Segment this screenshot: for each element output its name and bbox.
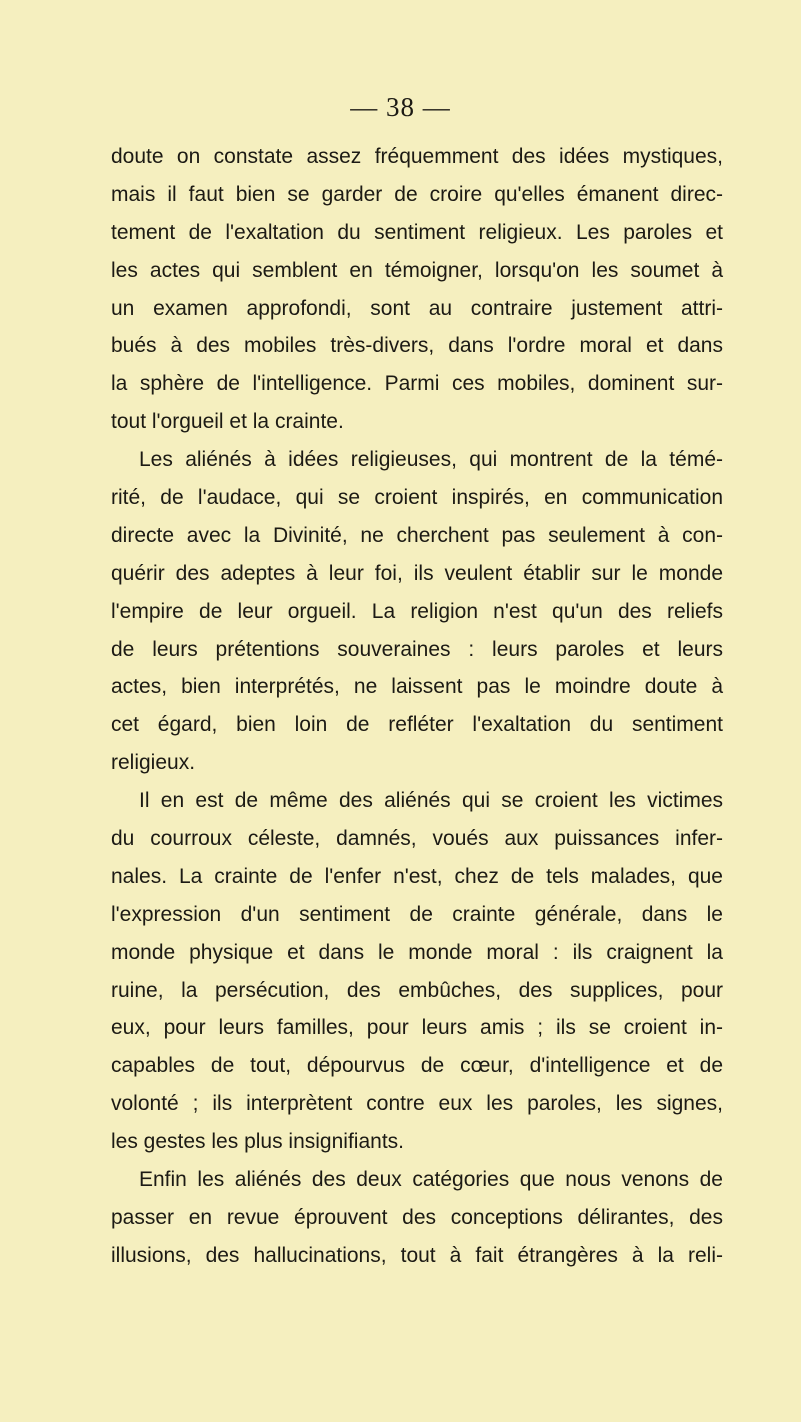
text-line: directe avec la Divinité, ne cherchent pas seulement à con- (111, 523, 723, 547)
text-line: tout l'orgueil et la crainte. (111, 410, 344, 434)
text-line: cet égard, bien loin de refléter l'exaltation du sentiment (111, 713, 723, 737)
text-line: Il en est de même des aliénés qui se croient les victimes (139, 789, 723, 813)
text-line: eux, pour leurs familles, pour leurs amis ; ils se croient in- (111, 1016, 723, 1040)
text-line: monde physique et dans le monde moral : ils craignent la (111, 940, 723, 964)
body-text (111, 138, 723, 1275)
text-line: actes, bien interprétés, ne laissent pas le moindre doute à (111, 675, 723, 699)
text-line: capables de tout, dépourvus de cœur, d'intelligence et de (111, 1054, 723, 1078)
text-line: doute on constate assez fréquemment des idées mystiques, (111, 145, 723, 168)
text-line: un examen approfondi, sont au contraire justement attri- (111, 296, 723, 320)
text-line: nales. La crainte de l'enfer n'est, chez de tels malades, que (111, 864, 723, 888)
text-line: bués à des mobiles très-divers, dans l'ordre moral et dans (111, 334, 723, 358)
text-line: volonté ; ils interprètent contre eux les paroles, les signes, (111, 1092, 723, 1116)
text-line: Les aliénés à idées religieuses, qui montrent de la témé- (139, 448, 723, 472)
text-line: la sphère de l'intelligence. Parmi ces mobiles, dominent sur- (111, 372, 723, 396)
page-number: — 38 — (350, 92, 451, 122)
text-line: illusions, des hallucinations, tout à fait étrangères à la reli- (111, 1243, 723, 1267)
text-line: rité, de l'audace, qui se croient inspirés, en communication (111, 486, 723, 510)
text-line: quérir des adeptes à leur foi, ils veulent établir sur le monde (111, 561, 723, 585)
text-line: les actes qui semblent en témoigner, lorsqu'on les soumet à (111, 258, 723, 282)
text-line: l'expression d'un sentiment de crainte générale, dans le (111, 902, 723, 926)
text-line: les gestes les plus insignifiants. (111, 1130, 404, 1154)
text-line: passer en revue éprouvent des conceptions délirantes, des (111, 1205, 723, 1229)
text-line: tement de l'exaltation du sentiment religieux. Les paroles et (111, 220, 723, 244)
text-line: Enfin les aliénés des deux catégories que nous venons de (139, 1168, 723, 1192)
text-line: mais il faut bien se garder de croire qu'elles émanent direc- (111, 182, 723, 206)
text-line: du courroux céleste, damnés, voués aux puissances infer- (111, 827, 723, 851)
text-line: de leurs prétentions souveraines : leurs paroles et leurs (111, 637, 723, 661)
text-line: l'empire de leur orgueil. La religion n'est qu'un des reliefs (111, 599, 723, 623)
text-line: religieux. (111, 751, 196, 775)
text-line: ruine, la persécution, des embûches, des supplices, pour (111, 978, 723, 1002)
